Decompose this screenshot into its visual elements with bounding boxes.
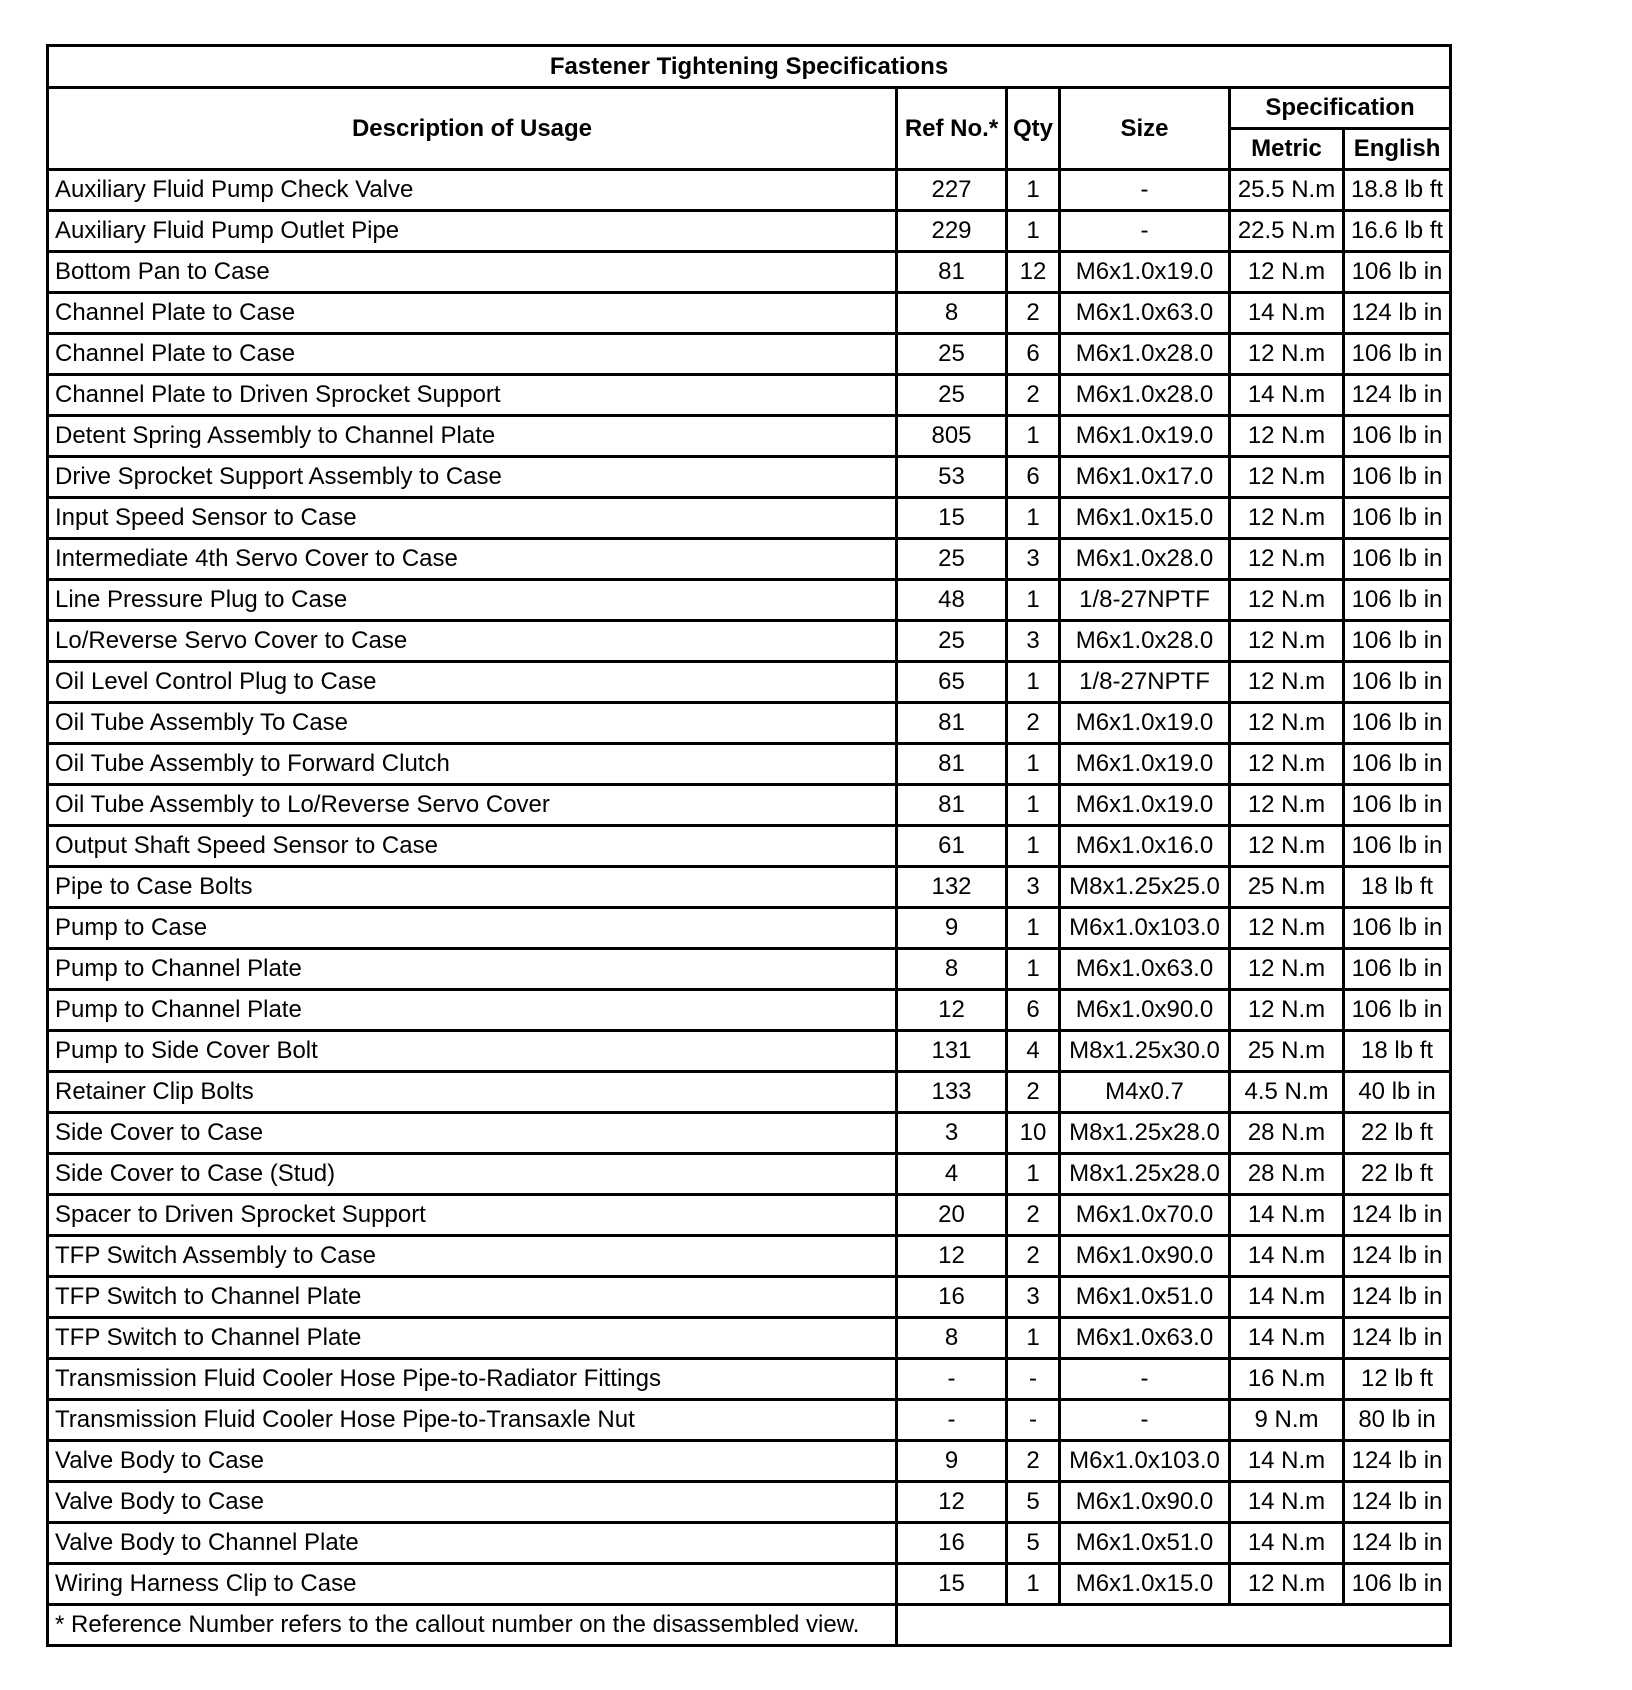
cell-metric: 14 N.m xyxy=(1230,1523,1344,1564)
table-row xyxy=(48,990,1451,1031)
cell-english: 124 lb in xyxy=(1344,1236,1451,1277)
cell-size: M8x1.25x28.0 xyxy=(1060,1154,1230,1195)
cell-description: Oil Level Control Plug to Case xyxy=(48,662,897,703)
header-qty: Qty xyxy=(1007,88,1060,170)
cell-english: 12 lb ft xyxy=(1344,1359,1451,1400)
cell-metric: 12 N.m xyxy=(1230,334,1344,375)
cell-size: M6x1.0x63.0 xyxy=(1060,293,1230,334)
cell-ref-no: 20 xyxy=(897,1195,1007,1236)
cell-metric: 25 N.m xyxy=(1230,867,1344,908)
cell-metric: 12 N.m xyxy=(1230,498,1344,539)
cell-description: Line Pressure Plug to Case xyxy=(48,580,897,621)
table-row xyxy=(48,170,1451,211)
table-row xyxy=(48,1031,1451,1072)
cell-english: 106 lb in xyxy=(1344,785,1451,826)
table-row xyxy=(48,334,1451,375)
cell-metric: 9 N.m xyxy=(1230,1400,1344,1441)
cell-english: 106 lb in xyxy=(1344,457,1451,498)
cell-english: 106 lb in xyxy=(1344,908,1451,949)
cell-metric: 12 N.m xyxy=(1230,826,1344,867)
cell-metric: 14 N.m xyxy=(1230,375,1344,416)
cell-qty: 1 xyxy=(1007,949,1060,990)
table-row xyxy=(48,1441,1451,1482)
cell-ref-no: 229 xyxy=(897,211,1007,252)
cell-qty: - xyxy=(1007,1359,1060,1400)
table-title: Fastener Tightening Specifications xyxy=(48,46,1451,88)
cell-qty: - xyxy=(1007,1400,1060,1441)
cell-size: M4x0.7 xyxy=(1060,1072,1230,1113)
cell-ref-no: 81 xyxy=(897,703,1007,744)
cell-qty: 2 xyxy=(1007,1195,1060,1236)
cell-description: Input Speed Sensor to Case xyxy=(48,498,897,539)
cell-size: M6x1.0x19.0 xyxy=(1060,703,1230,744)
cell-size: M6x1.0x16.0 xyxy=(1060,826,1230,867)
cell-english: 106 lb in xyxy=(1344,539,1451,580)
cell-qty: 6 xyxy=(1007,457,1060,498)
cell-size: M6x1.0x51.0 xyxy=(1060,1277,1230,1318)
table-row xyxy=(48,1482,1451,1523)
cell-qty: 1 xyxy=(1007,170,1060,211)
cell-description: Bottom Pan to Case xyxy=(48,252,897,293)
cell-ref-no: 15 xyxy=(897,1564,1007,1605)
cell-size: M6x1.0x15.0 xyxy=(1060,1564,1230,1605)
cell-english: 106 lb in xyxy=(1344,621,1451,662)
header-ref-no: Ref No.* xyxy=(897,88,1007,170)
cell-size: M6x1.0x90.0 xyxy=(1060,1236,1230,1277)
cell-metric: 12 N.m xyxy=(1230,785,1344,826)
cell-description: Channel Plate to Case xyxy=(48,334,897,375)
cell-metric: 12 N.m xyxy=(1230,703,1344,744)
cell-qty: 1 xyxy=(1007,1564,1060,1605)
table-row xyxy=(48,293,1451,334)
cell-ref-no: 61 xyxy=(897,826,1007,867)
cell-metric: 4.5 N.m xyxy=(1230,1072,1344,1113)
cell-description: Pump to Channel Plate xyxy=(48,949,897,990)
cell-size: M6x1.0x19.0 xyxy=(1060,785,1230,826)
table-row xyxy=(48,1154,1451,1195)
cell-description: Auxiliary Fluid Pump Outlet Pipe xyxy=(48,211,897,252)
cell-description: Side Cover to Case xyxy=(48,1113,897,1154)
cell-ref-no: 131 xyxy=(897,1031,1007,1072)
cell-description: Pump to Channel Plate xyxy=(48,990,897,1031)
table-row xyxy=(48,867,1451,908)
cell-ref-no: 25 xyxy=(897,375,1007,416)
cell-metric: 25.5 N.m xyxy=(1230,170,1344,211)
cell-ref-no: 3 xyxy=(897,1113,1007,1154)
cell-size: M6x1.0x15.0 xyxy=(1060,498,1230,539)
cell-metric: 14 N.m xyxy=(1230,1195,1344,1236)
cell-ref-no: 65 xyxy=(897,662,1007,703)
table-row xyxy=(48,949,1451,990)
cell-english: 124 lb in xyxy=(1344,1482,1451,1523)
cell-ref-no: 133 xyxy=(897,1072,1007,1113)
cell-english: 106 lb in xyxy=(1344,252,1451,293)
cell-qty: 10 xyxy=(1007,1113,1060,1154)
cell-ref-no: 8 xyxy=(897,293,1007,334)
cell-metric: 12 N.m xyxy=(1230,252,1344,293)
table-row xyxy=(48,662,1451,703)
cell-qty: 1 xyxy=(1007,1318,1060,1359)
cell-qty: 6 xyxy=(1007,334,1060,375)
cell-metric: 16 N.m xyxy=(1230,1359,1344,1400)
cell-metric: 14 N.m xyxy=(1230,1441,1344,1482)
cell-description: Lo/Reverse Servo Cover to Case xyxy=(48,621,897,662)
table-row xyxy=(48,252,1451,293)
cell-description: TFP Switch Assembly to Case xyxy=(48,1236,897,1277)
table-row xyxy=(48,785,1451,826)
cell-qty: 4 xyxy=(1007,1031,1060,1072)
cell-ref-no: 9 xyxy=(897,1441,1007,1482)
cell-ref-no: 16 xyxy=(897,1523,1007,1564)
cell-ref-no: 81 xyxy=(897,252,1007,293)
cell-qty: 5 xyxy=(1007,1523,1060,1564)
cell-english: 124 lb in xyxy=(1344,1277,1451,1318)
cell-qty: 2 xyxy=(1007,375,1060,416)
cell-ref-no: - xyxy=(897,1359,1007,1400)
cell-metric: 12 N.m xyxy=(1230,539,1344,580)
table-row xyxy=(48,1523,1451,1564)
cell-english: 18.8 lb ft xyxy=(1344,170,1451,211)
cell-english: 106 lb in xyxy=(1344,662,1451,703)
cell-metric: 25 N.m xyxy=(1230,1031,1344,1072)
cell-description: Output Shaft Speed Sensor to Case xyxy=(48,826,897,867)
cell-size: M6x1.0x28.0 xyxy=(1060,621,1230,662)
cell-qty: 1 xyxy=(1007,580,1060,621)
cell-size: M6x1.0x63.0 xyxy=(1060,949,1230,990)
table-row xyxy=(48,703,1451,744)
cell-ref-no: 25 xyxy=(897,621,1007,662)
cell-english: 124 lb in xyxy=(1344,1441,1451,1482)
cell-description: TFP Switch to Channel Plate xyxy=(48,1277,897,1318)
table-row xyxy=(48,416,1451,457)
cell-metric: 14 N.m xyxy=(1230,1277,1344,1318)
cell-metric: 12 N.m xyxy=(1230,949,1344,990)
cell-qty: 2 xyxy=(1007,1441,1060,1482)
cell-description: Channel Plate to Driven Sprocket Support xyxy=(48,375,897,416)
table-row xyxy=(48,908,1451,949)
cell-qty: 3 xyxy=(1007,539,1060,580)
header-size: Size xyxy=(1060,88,1230,170)
cell-size: - xyxy=(1060,1400,1230,1441)
cell-english: 106 lb in xyxy=(1344,498,1451,539)
cell-metric: 12 N.m xyxy=(1230,416,1344,457)
cell-english: 106 lb in xyxy=(1344,744,1451,785)
cell-qty: 2 xyxy=(1007,293,1060,334)
cell-ref-no: - xyxy=(897,1400,1007,1441)
table-row xyxy=(48,1277,1451,1318)
table-row xyxy=(48,1236,1451,1277)
cell-english: 106 lb in xyxy=(1344,990,1451,1031)
table-row xyxy=(48,580,1451,621)
header-english: English xyxy=(1344,129,1451,170)
cell-metric: 12 N.m xyxy=(1230,580,1344,621)
cell-description: Valve Body to Channel Plate xyxy=(48,1523,897,1564)
cell-size: - xyxy=(1060,1359,1230,1400)
cell-size: 1/8-27NPTF xyxy=(1060,662,1230,703)
cell-qty: 5 xyxy=(1007,1482,1060,1523)
cell-ref-no: 16 xyxy=(897,1277,1007,1318)
cell-qty: 1 xyxy=(1007,416,1060,457)
table-row xyxy=(48,744,1451,785)
cell-metric: 12 N.m xyxy=(1230,990,1344,1031)
cell-description: Auxiliary Fluid Pump Check Valve xyxy=(48,170,897,211)
cell-description: Pump to Case xyxy=(48,908,897,949)
cell-english: 124 lb in xyxy=(1344,1523,1451,1564)
cell-qty: 3 xyxy=(1007,1277,1060,1318)
cell-size: M6x1.0x90.0 xyxy=(1060,1482,1230,1523)
cell-size: M6x1.0x103.0 xyxy=(1060,908,1230,949)
cell-metric: 12 N.m xyxy=(1230,662,1344,703)
cell-metric: 22.5 N.m xyxy=(1230,211,1344,252)
cell-english: 106 lb in xyxy=(1344,826,1451,867)
cell-ref-no: 12 xyxy=(897,990,1007,1031)
cell-qty: 1 xyxy=(1007,662,1060,703)
cell-size: M8x1.25x28.0 xyxy=(1060,1113,1230,1154)
cell-ref-no: 81 xyxy=(897,785,1007,826)
cell-size: M6x1.0x28.0 xyxy=(1060,539,1230,580)
cell-size: M6x1.0x51.0 xyxy=(1060,1523,1230,1564)
cell-size: - xyxy=(1060,211,1230,252)
table-row xyxy=(48,1359,1451,1400)
cell-metric: 28 N.m xyxy=(1230,1154,1344,1195)
cell-size: M6x1.0x63.0 xyxy=(1060,1318,1230,1359)
cell-description: Valve Body to Case xyxy=(48,1482,897,1523)
cell-metric: 12 N.m xyxy=(1230,621,1344,662)
cell-ref-no: 12 xyxy=(897,1482,1007,1523)
footnote-empty-cell xyxy=(897,1605,1451,1646)
cell-description: Pipe to Case Bolts xyxy=(48,867,897,908)
cell-size: M6x1.0x28.0 xyxy=(1060,375,1230,416)
cell-ref-no: 25 xyxy=(897,334,1007,375)
cell-ref-no: 25 xyxy=(897,539,1007,580)
cell-description: Drive Sprocket Support Assembly to Case xyxy=(48,457,897,498)
footnote: * Reference Number refers to the callout number on the disassembled view. xyxy=(48,1605,897,1646)
cell-ref-no: 53 xyxy=(897,457,1007,498)
cell-english: 124 lb in xyxy=(1344,375,1451,416)
cell-description: Spacer to Driven Sprocket Support xyxy=(48,1195,897,1236)
cell-qty: 1 xyxy=(1007,498,1060,539)
cell-metric: 12 N.m xyxy=(1230,457,1344,498)
table-row xyxy=(48,1564,1451,1605)
cell-description: Oil Tube Assembly to Forward Clutch xyxy=(48,744,897,785)
cell-english: 16.6 lb ft xyxy=(1344,211,1451,252)
cell-description: Wiring Harness Clip to Case xyxy=(48,1564,897,1605)
cell-description: Transmission Fluid Cooler Hose Pipe-to-Transaxle Nut xyxy=(48,1400,897,1441)
cell-ref-no: 132 xyxy=(897,867,1007,908)
cell-description: Detent Spring Assembly to Channel Plate xyxy=(48,416,897,457)
cell-english: 22 lb ft xyxy=(1344,1113,1451,1154)
cell-qty: 1 xyxy=(1007,908,1060,949)
cell-qty: 12 xyxy=(1007,252,1060,293)
cell-ref-no: 4 xyxy=(897,1154,1007,1195)
cell-metric: 12 N.m xyxy=(1230,744,1344,785)
cell-english: 106 lb in xyxy=(1344,580,1451,621)
table-row xyxy=(48,826,1451,867)
cell-english: 22 lb ft xyxy=(1344,1154,1451,1195)
cell-ref-no: 48 xyxy=(897,580,1007,621)
cell-description: Side Cover to Case (Stud) xyxy=(48,1154,897,1195)
cell-qty: 6 xyxy=(1007,990,1060,1031)
fastener-spec-table xyxy=(46,44,1452,1647)
cell-qty: 2 xyxy=(1007,703,1060,744)
cell-description: Oil Tube Assembly To Case xyxy=(48,703,897,744)
table-row xyxy=(48,211,1451,252)
cell-description: Oil Tube Assembly to Lo/Reverse Servo Cover xyxy=(48,785,897,826)
cell-qty: 2 xyxy=(1007,1236,1060,1277)
cell-english: 40 lb in xyxy=(1344,1072,1451,1113)
cell-metric: 12 N.m xyxy=(1230,1564,1344,1605)
cell-english: 106 lb in xyxy=(1344,703,1451,744)
cell-description: Channel Plate to Case xyxy=(48,293,897,334)
cell-size: M8x1.25x25.0 xyxy=(1060,867,1230,908)
cell-ref-no: 9 xyxy=(897,908,1007,949)
cell-ref-no: 12 xyxy=(897,1236,1007,1277)
cell-metric: 14 N.m xyxy=(1230,1236,1344,1277)
cell-ref-no: 8 xyxy=(897,1318,1007,1359)
cell-english: 80 lb in xyxy=(1344,1400,1451,1441)
cell-qty: 1 xyxy=(1007,744,1060,785)
cell-english: 106 lb in xyxy=(1344,334,1451,375)
table-row xyxy=(48,539,1451,580)
table-row xyxy=(48,1072,1451,1113)
cell-english: 106 lb in xyxy=(1344,416,1451,457)
cell-size: M6x1.0x70.0 xyxy=(1060,1195,1230,1236)
cell-size: M6x1.0x19.0 xyxy=(1060,744,1230,785)
cell-description: Intermediate 4th Servo Cover to Case xyxy=(48,539,897,580)
cell-metric: 14 N.m xyxy=(1230,293,1344,334)
cell-metric: 12 N.m xyxy=(1230,908,1344,949)
cell-size: M8x1.25x30.0 xyxy=(1060,1031,1230,1072)
cell-ref-no: 805 xyxy=(897,416,1007,457)
cell-english: 124 lb in xyxy=(1344,1195,1451,1236)
cell-qty: 2 xyxy=(1007,1072,1060,1113)
cell-english: 18 lb ft xyxy=(1344,867,1451,908)
table-row xyxy=(48,1113,1451,1154)
header-metric: Metric xyxy=(1230,129,1344,170)
cell-description: Transmission Fluid Cooler Hose Pipe-to-Radiator Fittings xyxy=(48,1359,897,1400)
table-row xyxy=(48,375,1451,416)
cell-size: - xyxy=(1060,170,1230,211)
table-row xyxy=(48,1318,1451,1359)
cell-description: Valve Body to Case xyxy=(48,1441,897,1482)
header-description: Description of Usage xyxy=(48,88,897,170)
cell-english: 124 lb in xyxy=(1344,1318,1451,1359)
cell-qty: 3 xyxy=(1007,621,1060,662)
cell-qty: 1 xyxy=(1007,785,1060,826)
cell-qty: 1 xyxy=(1007,211,1060,252)
cell-metric: 14 N.m xyxy=(1230,1482,1344,1523)
cell-ref-no: 8 xyxy=(897,949,1007,990)
cell-english: 124 lb in xyxy=(1344,293,1451,334)
table-row xyxy=(48,498,1451,539)
table-body xyxy=(48,170,1451,1605)
cell-size: M6x1.0x19.0 xyxy=(1060,252,1230,293)
table-row xyxy=(48,1195,1451,1236)
cell-ref-no: 15 xyxy=(897,498,1007,539)
cell-english: 106 lb in xyxy=(1344,1564,1451,1605)
cell-description: TFP Switch to Channel Plate xyxy=(48,1318,897,1359)
cell-size: 1/8-27NPTF xyxy=(1060,580,1230,621)
table-row xyxy=(48,1400,1451,1441)
cell-size: M6x1.0x17.0 xyxy=(1060,457,1230,498)
cell-size: M6x1.0x90.0 xyxy=(1060,990,1230,1031)
cell-ref-no: 81 xyxy=(897,744,1007,785)
table-row xyxy=(48,621,1451,662)
cell-description: Retainer Clip Bolts xyxy=(48,1072,897,1113)
cell-metric: 14 N.m xyxy=(1230,1318,1344,1359)
cell-description: Pump to Side Cover Bolt xyxy=(48,1031,897,1072)
cell-qty: 3 xyxy=(1007,867,1060,908)
cell-size: M6x1.0x28.0 xyxy=(1060,334,1230,375)
cell-english: 18 lb ft xyxy=(1344,1031,1451,1072)
cell-size: M6x1.0x19.0 xyxy=(1060,416,1230,457)
cell-ref-no: 227 xyxy=(897,170,1007,211)
cell-qty: 1 xyxy=(1007,826,1060,867)
table-row xyxy=(48,457,1451,498)
cell-size: M6x1.0x103.0 xyxy=(1060,1441,1230,1482)
header-specification: Specification xyxy=(1230,88,1451,129)
cell-qty: 1 xyxy=(1007,1154,1060,1195)
cell-metric: 28 N.m xyxy=(1230,1113,1344,1154)
cell-english: 106 lb in xyxy=(1344,949,1451,990)
